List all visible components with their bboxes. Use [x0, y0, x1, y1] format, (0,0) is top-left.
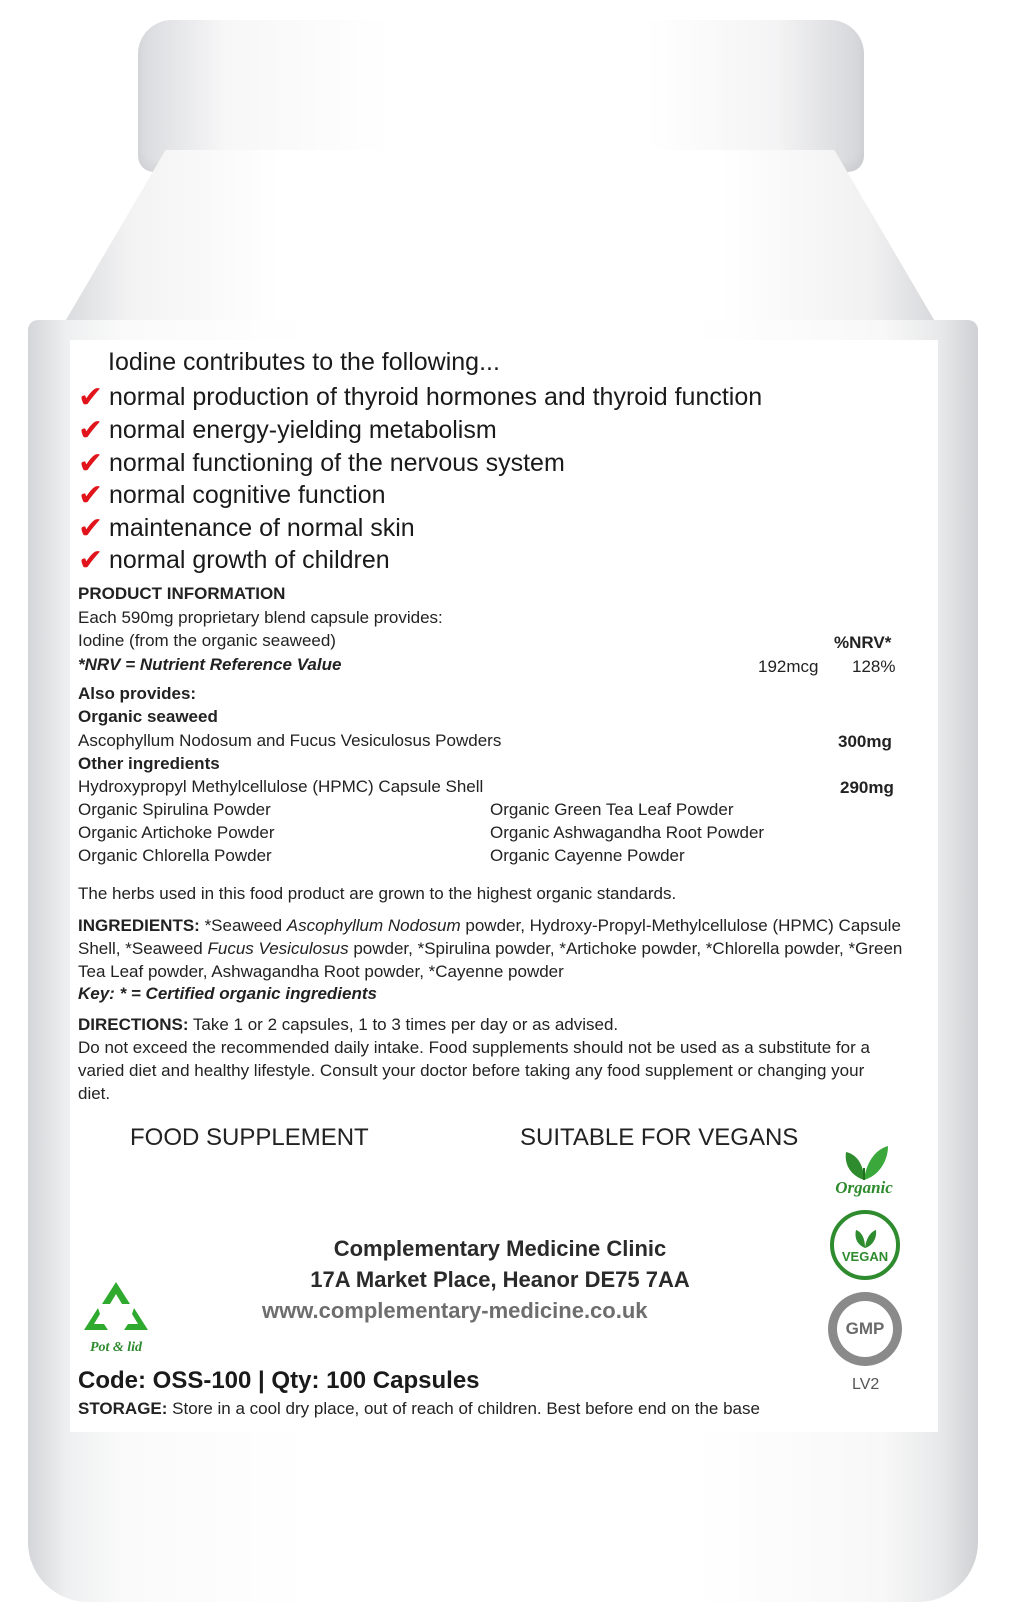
other-ingredients-heading: Other ingredients	[78, 754, 220, 773]
vegan-leaf-icon	[850, 1227, 880, 1249]
directions-paragraph	[78, 1013, 908, 1036]
hpmc-amount: 290mg	[840, 778, 894, 797]
other-right-1: Organic Green Tea Leaf Powder	[490, 800, 734, 819]
seaweed-heading: Organic seaweed	[78, 707, 218, 726]
organic-key: Key: * = Certified organic ingredients	[78, 984, 377, 1003]
ingredients-text-1: *Seaweed	[199, 916, 287, 935]
seaweed-line: Ascophyllum Nodosum and Fucus Vesiculosus Powders	[78, 731, 502, 750]
iodine-nrv: 128%	[852, 657, 896, 676]
claim-text: normal production of thyroid hormones and thyroid function	[109, 383, 763, 411]
gmp-badge	[828, 1292, 902, 1366]
also-provides: Also provides:	[78, 684, 197, 703]
vegan-badge-text: VEGAN	[841, 1248, 889, 1264]
checkmark-icon: ✔	[78, 414, 104, 447]
claims-heading: Iodine contributes to the following...	[108, 348, 500, 376]
claim-item	[78, 511, 415, 546]
recycle-badge	[76, 1276, 156, 1360]
other-right-3: Organic Cayenne Powder	[490, 846, 685, 865]
directions-warning: Do not exceed the recommended daily intake. Food supplements should not be used as a substitute for a varied diet and healthy lifestyle. Consult your doctor before taking any food supplement or changing your diet.	[78, 1038, 870, 1103]
ingredients-italic-2: Fucus Vesiculosus	[207, 939, 349, 958]
other-left-2: Organic Artichoke Powder	[78, 823, 275, 842]
directions-label: DIRECTIONS:	[78, 1015, 189, 1034]
ingredients-label: INGREDIENTS:	[78, 916, 200, 935]
claim-text: normal functioning of the nervous system	[109, 449, 565, 477]
storage-label: STORAGE:	[78, 1399, 168, 1418]
company-address: 17A Market Place, Heanor DE75 7AA	[310, 1267, 690, 1292]
seaweed-amount: 300mg	[838, 732, 892, 751]
suitable-for-vegans: SUITABLE FOR VEGANS	[520, 1124, 799, 1151]
claim-item	[78, 380, 762, 415]
checkmark-icon: ✔	[78, 544, 104, 577]
vegan-badge	[830, 1210, 900, 1280]
checkmark-icon: ✔	[78, 447, 104, 480]
storage-line	[78, 1399, 760, 1419]
recycle-icon	[76, 1276, 156, 1338]
ingredients-text-3: powder, *Spirulina powder, *Artichoke powder, *Chlorella powder, *Green Tea Leaf powder, Ashwagandha Root powder, *Cayenne powder	[78, 939, 903, 981]
bottle-lid	[138, 20, 864, 172]
nrv-header: %NRV*	[834, 633, 892, 652]
herbs-note: The herbs used in this food product are grown to the highest organic standards.	[78, 884, 677, 903]
food-supplement: FOOD SUPPLEMENT	[130, 1124, 369, 1151]
gmp-badge-text: GMP	[845, 1319, 885, 1338]
claim-text: maintenance of normal skin	[109, 514, 415, 542]
checkmark-icon: ✔	[78, 479, 104, 512]
claim-text: normal energy-yielding metabolism	[109, 416, 497, 444]
nrv-note: *NRV = Nutrient Reference Value	[78, 655, 342, 674]
claim-item	[78, 543, 390, 578]
ingredients-italic-1: Ascophyllum Nodosum	[286, 916, 461, 935]
checkmark-icon: ✔	[78, 512, 104, 545]
hpmc-line: Hydroxypropyl Methylcellulose (HPMC) Capsule Shell	[78, 777, 484, 796]
iodine-line: Iodine (from the organic seaweed)	[78, 631, 336, 650]
claim-text: normal cognitive function	[109, 481, 386, 509]
ingredients-paragraph	[78, 914, 908, 983]
organic-badge-text: Organic	[835, 1178, 893, 1197]
other-left-3: Organic Chlorella Powder	[78, 846, 272, 865]
bottle-shoulder	[60, 150, 940, 330]
directions-text: Take 1 or 2 capsules, 1 to 3 times per day or as advised.	[188, 1015, 619, 1034]
capsule-line: Each 590mg proprietary blend capsule provides:	[78, 608, 443, 627]
product-info-heading: PRODUCT INFORMATION	[78, 584, 286, 603]
company-website: www.complementary-medicine.co.uk	[262, 1298, 648, 1323]
claim-item	[78, 413, 497, 448]
label-version: LV2	[852, 1376, 880, 1393]
claim-text: normal growth of children	[109, 546, 390, 574]
company-name: Complementary Medicine Clinic	[333, 1236, 667, 1261]
claim-item	[78, 478, 386, 513]
other-left-1: Organic Spirulina Powder	[78, 800, 271, 819]
other-right-2: Organic Ashwagandha Root Powder	[490, 823, 765, 842]
gmp-badge-inner	[837, 1301, 893, 1357]
ingredients-text-2: powder, Hydroxy-Propyl-Methylcellulose (HPMC) Capsule Shell, *Seaweed	[78, 916, 901, 958]
product-code: Code: OSS-100 | Qty: 100 Capsules	[78, 1367, 480, 1394]
claim-item	[78, 446, 565, 481]
organic-badge	[822, 1140, 906, 1204]
recycle-badge-text: Pot & lid	[89, 1340, 143, 1355]
storage-text: Store in a cool dry place, out of reach of children. Best before end on the base	[167, 1399, 760, 1418]
iodine-amount: 192mcg	[758, 657, 819, 676]
checkmark-icon: ✔	[78, 381, 104, 414]
